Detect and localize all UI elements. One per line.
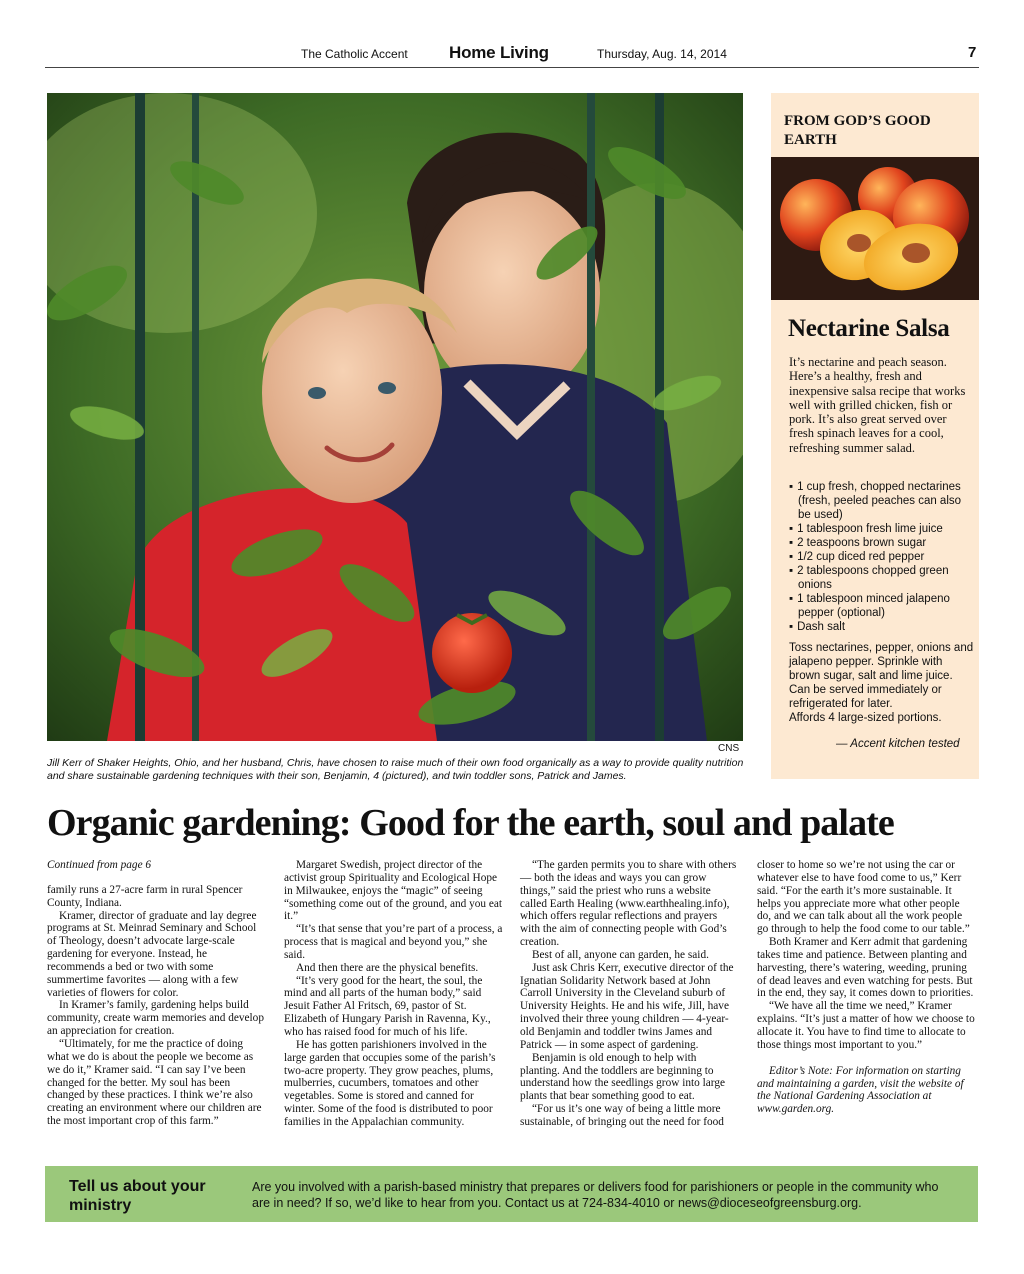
nectarine-photo xyxy=(771,157,979,300)
article-column-4 xyxy=(757,859,976,1116)
garden-photo-illustration xyxy=(47,93,743,741)
ingredient-item: ▪ 1 cup fresh, chopped nectarines (fresh, peeled peaches can also be used) xyxy=(789,480,975,522)
article-paragraph: Kramer, director of graduate and lay degree programs at St. Meinrad Seminary and School of Theology, doesn’t advocate large-scale gardening for everyone. Instead, he recommends a bed or two with some summertime favorites — along with a few varieties of flowers for color. xyxy=(47,909,257,999)
article-paragraph: family runs a 27-acre farm in rural Spencer County, Indiana. xyxy=(47,883,243,909)
continued-from-note: Continued from page 6 xyxy=(47,859,152,871)
article-paragraph: He has gotten parishioners involved in the large garden that occupies some of the parish’s two-acre property. They grow peaches, plums, mulberries, cucumbers, tomatoes and other vegetables. Some is stored and canned for winter. Some of the food is distributed to poor families in the Appalachian community. xyxy=(284,1038,496,1128)
article-paragraph: closer to home so we’re not using the car or whatever else to have food come to us,” Kerr said. “For the earth it’s more sustainable. It helps you appreciate more what other people do, and we can talk about all the work people go through to help the food come to our table.” xyxy=(757,859,970,936)
ingredient-item: ▪ 1 tablespoon minced jalapeno pepper (optional) xyxy=(789,592,975,620)
article-column-2 xyxy=(284,859,503,1129)
ingredient-list xyxy=(789,480,975,634)
article-paragraph: Just ask Chris Kerr, executive director of the Ignatian Solidarity Network based at John Carroll University in the Cleveland suburb of University Heights. He and his wife, Jill, have involved their three young children — 4-year-old Benjamin and toddler twins James and Patrick — in some aspect of gardening. xyxy=(520,961,734,1051)
article-paragraph: “The garden permits you to share with others — both the ideas and ways you can grow things,” said the priest who runs a website called Earth Healing (www.earthhealing.info), which offers regular reflections and prayers with the aim of connecting people with God’s creation. xyxy=(520,859,737,949)
photo-credit: CNS xyxy=(718,743,740,754)
section-title: Home Living xyxy=(449,43,549,62)
ministry-banner-text: Are you involved with a parish-based ministry that prepares or delivers food for parishioners or people in the community who are in need? If so, we’d like to hear from you. Contact us at 724-834-4010 or news@dioceseofgreensburg.org. xyxy=(252,1180,939,1210)
article-column-3 xyxy=(520,859,739,1129)
ingredient-item: ▪ 1/2 cup diced red pepper xyxy=(789,550,975,564)
editor-note: Editor’s Note: For information on starting and maintaining a garden, visit the website of the National Gardening Association at www.garden.org. xyxy=(757,1064,964,1116)
article-paragraph: In Kramer’s family, gardening helps build community, create warm memories and develop an appreciation for creation. xyxy=(47,999,264,1038)
nectarine-illustration xyxy=(771,157,979,300)
article-paragraph: “Ultimately, for me the practice of doing what we do is about the people we become as we do it,” Kramer said. “I can say I’ve been changed for the better. My soul has been changed by these practices. I think we’re also creating an environment where our children are the most important crop of this farm.” xyxy=(47,1037,262,1128)
article-paragraph: Benjamin is old enough to help with planting. And the toddlers are beginning to understand how the seedlings grow into large plants that bear something good to eat. xyxy=(520,1051,725,1103)
article-paragraph: Margaret Swedish, project director of the activist group Spirituality and Ecological Hope in Milwaukee, enjoys the “magic” of seeing “something come out of the ground, and you eat it.” xyxy=(284,859,503,923)
garden-photo xyxy=(47,93,743,741)
recipe-directions xyxy=(789,641,975,725)
header-rule xyxy=(45,67,979,68)
article-paragraph: Both Kramer and Kerr admit that gardening takes time and patience. Between planting and harvesting, there’s watering, weeding, pruning of dead leaves and even watching for pests. But in the end, they say, it comes down to priorities. xyxy=(757,936,974,1000)
article-paragraph: “It’s very good for the heart, the soul, the mind and all parts of the human body,” said Jesuit Father Al Fritsch, 69, pastor of St. Elizabeth of Hungary Parish in Ravenna, Ky., who has raised food for much of his life. xyxy=(284,974,491,1038)
recipe-tested-note: — Accent kitchen tested xyxy=(836,738,960,750)
publication-name: The Catholic Accent xyxy=(301,47,408,61)
directions-text: Toss nectarines, pepper, onions and jalapeno pepper. Sprinkle with brown sugar, salt and lime juice. Can be served immediately or refrigerated for later. xyxy=(789,642,974,710)
recipe-intro: It’s nectarine and peach season. Here’s a healthy, fresh and inexpensive salsa recipe that works well with grilled chicken, fish or pork. It’s also great served over fresh spinach leaves for a cool, refreshing summer salad. xyxy=(789,355,966,455)
ingredient-item: ▪ 2 teaspoons brown sugar xyxy=(789,536,975,550)
article-headline: Organic gardening: Good for the earth, soul and palate xyxy=(47,802,894,844)
article-paragraph: Best of all, anyone can garden, he said. xyxy=(532,948,709,961)
ingredient-item: ▪ Dash salt xyxy=(789,620,975,634)
ingredient-item: ▪ 1 tablespoon fresh lime juice xyxy=(789,522,975,536)
article-column-1 xyxy=(47,859,266,1128)
article-paragraph: And then there are the physical benefits. xyxy=(296,961,479,974)
issue-date: Thursday, Aug. 14, 2014 xyxy=(597,47,727,61)
recipe-title: Nectarine Salsa xyxy=(788,315,950,342)
photo-caption: Jill Kerr of Shaker Heights, Ohio, and her husband, Chris, have chosen to raise much of their own food organically as a way to provide quality nutrition and share sustainable gardening techniques with their son, Benjamin, 4 (pictured), and twin toddler sons, Patrick and James. xyxy=(47,757,744,782)
article-paragraph: “For us it’s one way of being a little more sustainable, of bringing out the need for food xyxy=(520,1103,724,1128)
article-paragraph: “We have all the time we need,” Kramer explains. “It’s just a matter of how we choose to allocate it. You have to find time to allocate to those things most important to you.” xyxy=(757,1000,975,1051)
ingredient-item: ▪ 2 tablespoons chopped green onions xyxy=(789,564,975,592)
sidebar-kicker: FROM GOD’S GOOD EARTH xyxy=(784,113,931,148)
recipe-yield: Affords 4 large-sized portions. xyxy=(789,712,942,724)
page-number: 7 xyxy=(968,44,977,61)
article-paragraph: “It’s that sense that you’re part of a process, a process that is magical and beyond you,” she said. xyxy=(284,923,503,961)
ministry-banner-heading: Tell us about your ministry xyxy=(69,1178,206,1214)
